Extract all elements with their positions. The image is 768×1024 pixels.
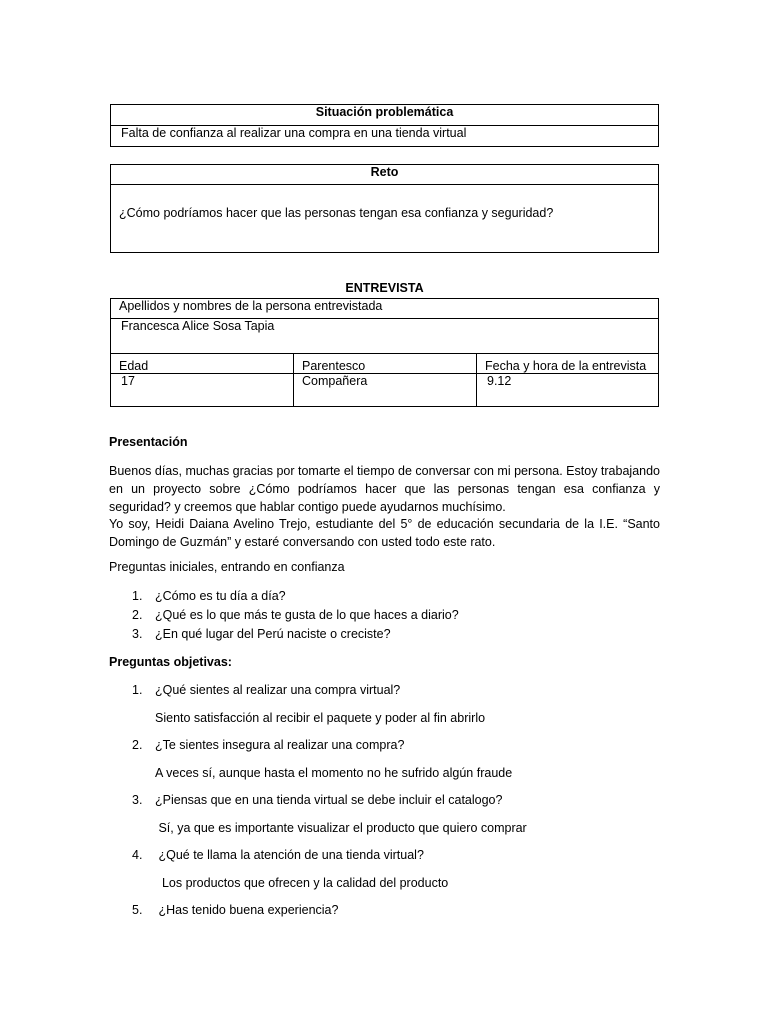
presentacion-paragraph-1: Buenos días, muchas gracias por tomarte el tiempo de conversar con mi persona. Estoy trabajando en un proyecto sobre ¿Cómo podríamos hacer que las personas tengan esa confianza y seguridad? y creemos que hablar contigo puede ayudarnos muchísimo. bbox=[109, 464, 660, 514]
situacion-header: Situación problemática bbox=[111, 105, 659, 126]
reto-table bbox=[110, 164, 659, 253]
objetivas-num: 1. bbox=[132, 683, 143, 697]
objetivas-heading: Preguntas objetivas: bbox=[109, 655, 232, 669]
objetivas-question: ¿Te sientes insegura al realizar una compra? bbox=[155, 738, 405, 752]
iniciales-num: 3. bbox=[132, 627, 143, 641]
fecha-label: Fecha y hora de la entrevista bbox=[477, 354, 659, 374]
iniciales-question: ¿En qué lugar del Perú naciste o creciste? bbox=[155, 627, 391, 641]
reto-text: ¿Cómo podríamos hacer que las personas tengan esa confianza y seguridad? bbox=[111, 185, 659, 253]
objetivas-answer: Siento satisfacción al recibir el paquete y poder al fin abrirlo bbox=[155, 711, 486, 725]
iniciales-num: 1. bbox=[132, 589, 143, 603]
objetivas-num: 3. bbox=[132, 793, 143, 807]
situacion-table bbox=[110, 104, 659, 147]
objetivas-question: ¿Has tenido buena experiencia? bbox=[155, 903, 339, 917]
parentesco-label: Parentesco bbox=[294, 354, 477, 374]
objetivas-num: 4. bbox=[132, 848, 143, 862]
presentacion-heading: Presentación bbox=[109, 435, 188, 449]
objetivas-question: ¿Qué te llama la atención de una tienda virtual? bbox=[155, 848, 424, 862]
iniciales-question: ¿Cómo es tu día a día? bbox=[155, 589, 286, 603]
fecha-value: 9.12 bbox=[477, 374, 659, 407]
entrevista-table bbox=[110, 298, 659, 407]
name-value: Francesca Alice Sosa Tapia bbox=[111, 319, 659, 354]
presentacion-paragraph-2: Yo soy, Heidi Daiana Avelino Trejo, estudiante del 5° de educación secundaria de la I.E. “Santo Domingo de Guzmán” y estaré conversando con usted todo este rato. bbox=[109, 517, 660, 549]
parentesco-value: Compañera bbox=[294, 374, 477, 407]
entrevista-title: ENTREVISTA bbox=[345, 281, 424, 295]
iniciales-question: ¿Qué es lo que más te gusta de lo que haces a diario? bbox=[155, 608, 459, 622]
iniciales-heading: Preguntas iniciales, entrando en confianza bbox=[109, 560, 345, 574]
objetivas-answer: Los productos que ofrecen y la calidad del producto bbox=[155, 876, 449, 890]
objetivas-answer: Sí, ya que es importante visualizar el producto que quiero comprar bbox=[155, 821, 527, 835]
objetivas-num: 5. bbox=[132, 903, 143, 917]
objetivas-num: 2. bbox=[132, 738, 143, 752]
reto-header: Reto bbox=[111, 165, 659, 185]
edad-value: 17 bbox=[111, 374, 294, 407]
name-label: Apellidos y nombres de la persona entrevistada bbox=[111, 299, 659, 319]
situacion-text: Falta de confianza al realizar una compra en una tienda virtual bbox=[111, 126, 659, 147]
objetivas-question: ¿Piensas que en una tienda virtual se debe incluir el catalogo? bbox=[155, 793, 503, 807]
iniciales-num: 2. bbox=[132, 608, 143, 622]
objetivas-question: ¿Qué sientes al realizar una compra virtual? bbox=[155, 683, 401, 697]
objetivas-answer: A veces sí, aunque hasta el momento no he sufrido algún fraude bbox=[155, 766, 513, 780]
edad-label: Edad bbox=[111, 354, 294, 374]
